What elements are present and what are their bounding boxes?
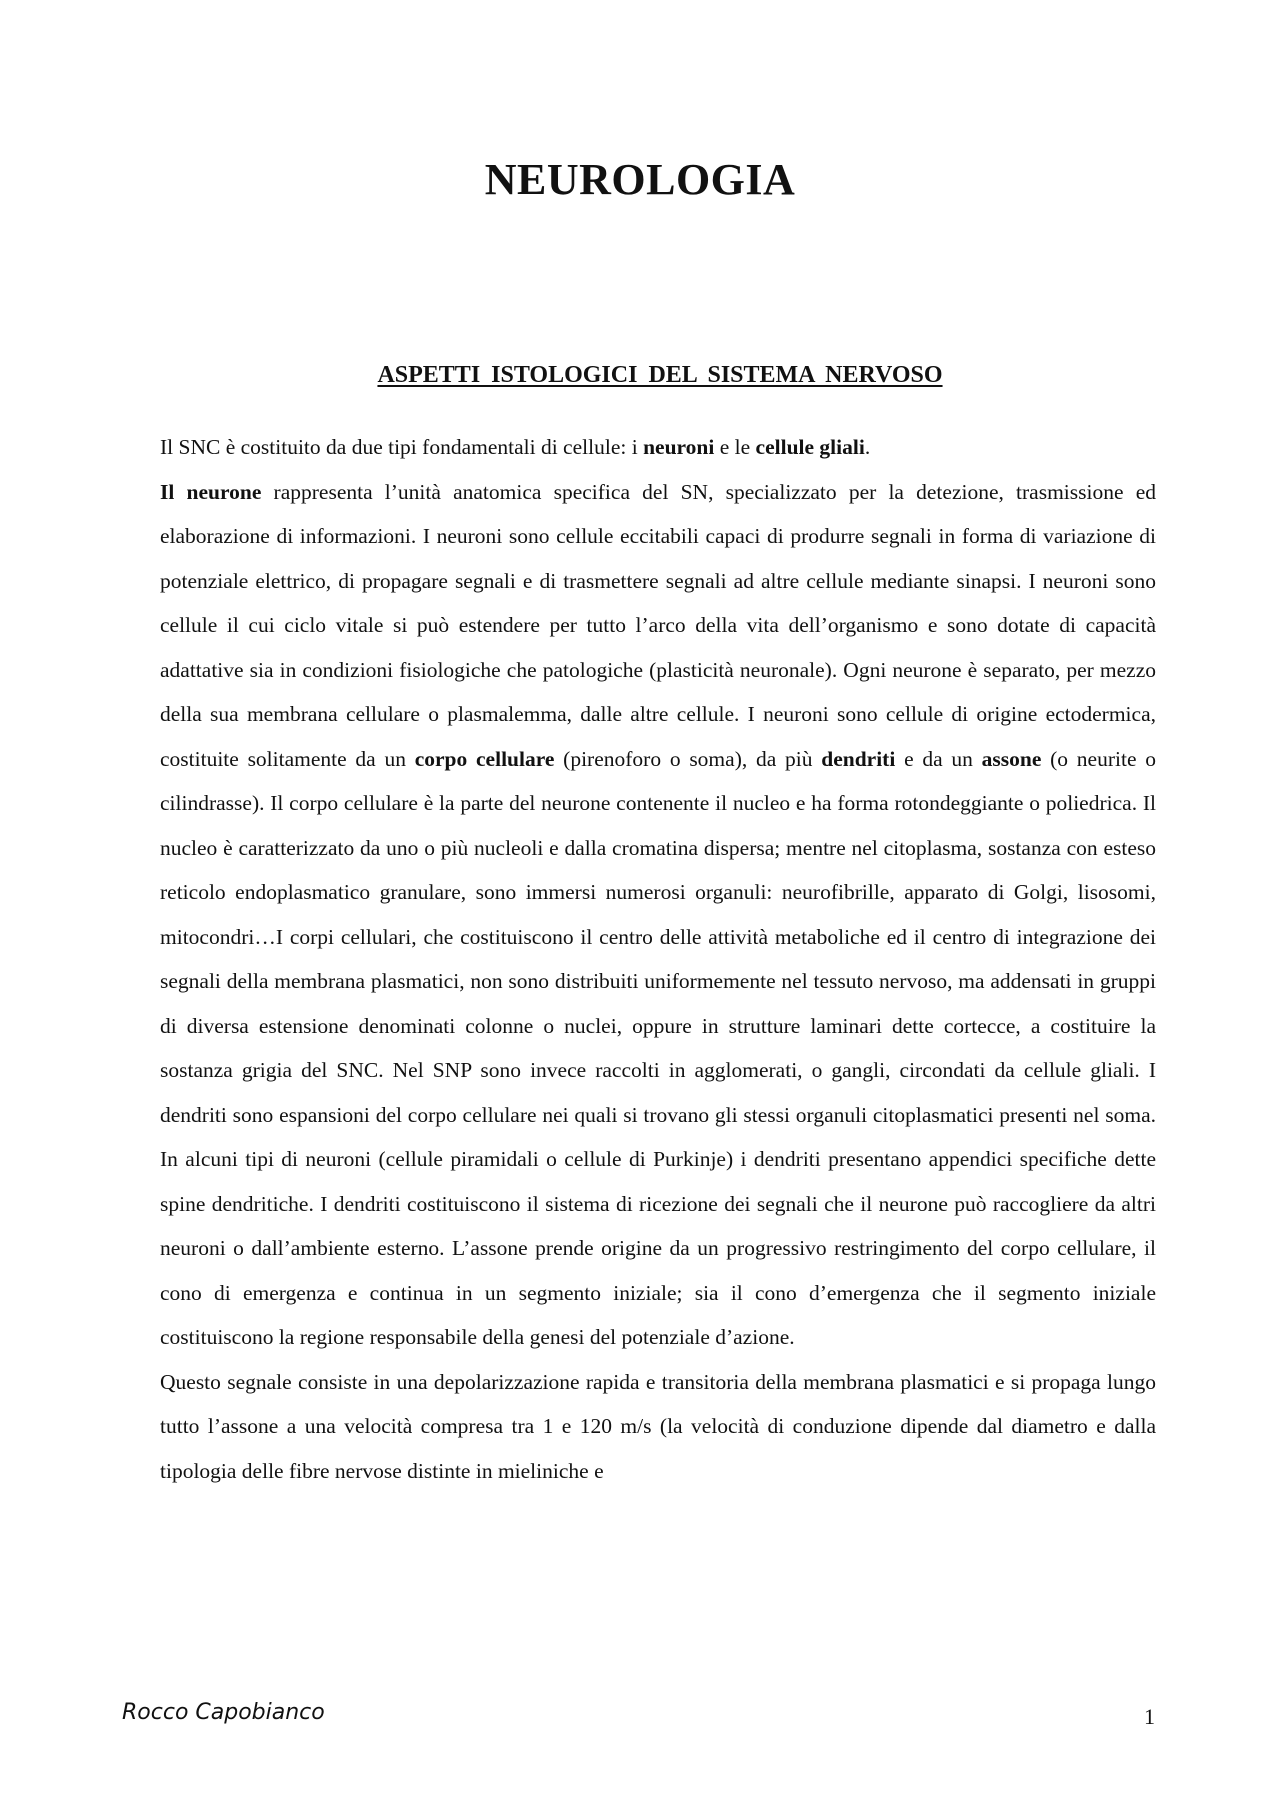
page-number: 1 [1144,1704,1155,1729]
term-neuroni: neuroni [643,435,715,459]
term-il-neurone: Il neurone [160,479,262,504]
paragraph-segnale [160,1360,1156,1494]
paragraph-intro [160,425,1156,470]
text-run: e da un [895,746,982,771]
text-run: (pirenoforo o soma), da più [554,746,822,771]
section-heading: ASPETTI ISTOLOGICI DEL SISTEMA NERVOSO [377,362,943,388]
page-title: NEUROLOGIA [484,155,796,204]
text-run: . [864,435,871,459]
text-run: Questo segnale consiste in una depolarizzazione rapida e transitoria della membrana plasmatici e si propaga lungo tutto l’assone a una velocità compresa tra 1 e 120 m/s (la velocità di conduzione dipende dal diametro e dalla tipologia delle fibre nervose distinte in mieliniche e [160,1369,1156,1483]
text-run: e le [714,435,756,459]
footer-author: Rocco Capobianco [122,1700,325,1725]
text-run: rappresenta l’unità anatomica specifica del SN, specializzato per la detezione, trasmissione ed elaborazione di informazioni. I neuroni sono cellule eccitabili capaci di produrre segnali in forma di variazione di potenziale elettrico, di propagare segnali e di trasmettere segnali ad altre cellule mediante sinapsi. I neuroni sono cellule il cui ciclo vitale si può estendere per tutto l’arco della vita dell’organismo e sono dotate di capacità adattative sia in condizioni fisiologiche che patologiche (plasticità neuronale). Ogni neurone è separato, per mezzo della sua membrana cellulare o plasmalemma, dalle altre cellule. I neuroni sono cellule di origine ectodermica, costituite solitamente da un [160,479,1156,771]
term-cellule-gliali: cellule gliali [755,435,865,459]
term-corpo-cellulare: corpo cellulare [414,746,555,771]
body-text [160,425,1156,1493]
term-assone: assone [981,746,1042,771]
term-dendriti: dendriti [821,746,896,771]
paragraph-neurone [160,470,1156,1360]
text-run: Il SNC è costituito da due tipi fondamentali di cellule: i [160,435,644,459]
text-run: (o neurite o cilindrasse). Il corpo cellulare è la parte del neurone contenente il nucleo e ha forma rotondeggiante o poliedrica. Il nucleo è caratterizzato da uno o più nucleoli e dalla cromatina dispersa; mentre nel citoplasma, sostanza con esteso reticolo endoplasmatico granulare, sono immersi numerosi organuli: neurofibrille, apparato di Golgi, lisosomi, mitocondri…I corpi cellulari, che costituiscono il centro delle attività metaboliche ed il centro di integrazione dei segnali della membrana plasmatici, non sono distribuiti uniformemente nel tessuto nervoso, ma addensati in gruppi di diversa estensione denominati colonne o nuclei, oppure in strutture laminari dette cortecce, a costituire la sostanza grigia del SNC. Nel SNP sono invece raccolti in agglomerati, o gangli, circondati da cellule gliali. I dendriti sono espansioni del corpo cellulare nei quali si trovano gli stessi organuli citoplasmatici presenti nel soma. In alcuni tipi di neuroni (cellule piramidali o cellule di Purkinje) i dendriti presentano appendici specifiche dette spine dendritiche. I dendriti costituiscono il sistema di ricezione dei segnali che il neurone può raccogliere da altri neuroni o dall’ambiente esterno. L’assone prende origine da un progressivo restringimento del corpo cellulare, il cono di emergenza e continua in un segmento iniziale; sia il cono d’emergenza che il segmento iniziale costituiscono la regione responsabile della genesi del potenziale d’azione. [160,746,1156,1349]
